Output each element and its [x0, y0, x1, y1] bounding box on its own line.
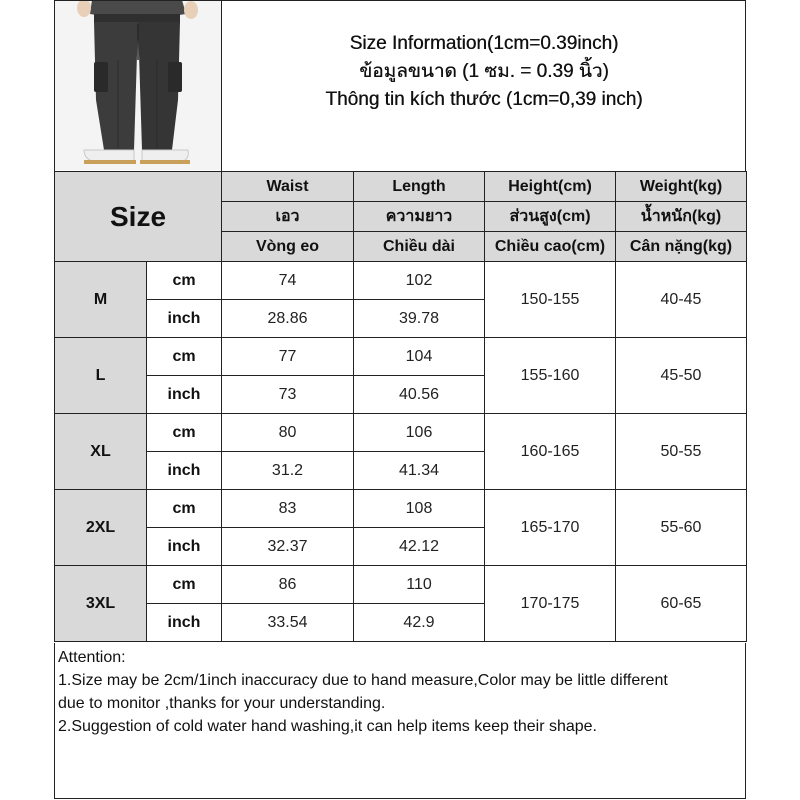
length-inch: 39.78 [354, 300, 485, 338]
unit-inch: inch [147, 452, 222, 490]
title-thai: ข้อมูลขนาด (1 ซม. = 0.39 นิ้ว) [359, 61, 609, 82]
title-vietnamese: Thông tin kích thước (1cm=0,39 inch) [325, 89, 643, 110]
waist-cm: 77 [222, 338, 354, 376]
col-length-vi: Chiều dài [354, 232, 485, 262]
col-height-th: ส่วนสูง(cm) [485, 202, 616, 232]
col-waist-vi: Vòng eo [222, 232, 354, 262]
attention-notes [58, 646, 744, 738]
col-height-vi: Chiều cao(cm) [485, 232, 616, 262]
size-table [54, 171, 747, 642]
height-range: 155-160 [485, 338, 616, 414]
waist-cm: 86 [222, 566, 354, 604]
length-inch: 42.9 [354, 604, 485, 642]
waist-inch: 31.2 [222, 452, 354, 490]
col-length-th: ความยาว [354, 202, 485, 232]
length-inch: 42.12 [354, 528, 485, 566]
size-label: L [55, 338, 147, 414]
waist-cm: 83 [222, 490, 354, 528]
unit-cm: cm [147, 566, 222, 604]
size-label: XL [55, 414, 147, 490]
top-frame [54, 0, 746, 171]
weight-range: 40-45 [616, 262, 747, 338]
table-row [55, 490, 747, 528]
attention-note-2: 2.Suggestion of cold water hand washing,it can help items keep their shape. [58, 718, 597, 735]
size-label: M [55, 262, 147, 338]
weight-range: 45-50 [616, 338, 747, 414]
table-row [55, 566, 747, 604]
col-weight-vi: Cân nặng(kg) [616, 232, 747, 262]
col-length-en: Length [354, 172, 485, 202]
col-weight-th: น้ำหนัก(kg) [616, 202, 747, 232]
unit-inch: inch [147, 300, 222, 338]
col-height-en: Height(cm) [485, 172, 616, 202]
size-label: 3XL [55, 566, 147, 642]
height-range: 150-155 [485, 262, 616, 338]
unit-inch: inch [147, 604, 222, 642]
length-inch: 41.34 [354, 452, 485, 490]
title-english: Size Information(1cm=0.39inch) [349, 33, 619, 54]
height-range: 165-170 [485, 490, 616, 566]
attention-heading: Attention: [58, 649, 126, 666]
size-label: 2XL [55, 490, 147, 566]
length-cm: 106 [354, 414, 485, 452]
waist-inch: 33.54 [222, 604, 354, 642]
height-range: 170-175 [485, 566, 616, 642]
length-cm: 110 [354, 566, 485, 604]
table-row [55, 338, 747, 376]
height-range: 160-165 [485, 414, 616, 490]
waist-inch: 28.86 [222, 300, 354, 338]
photo-divider [221, 0, 222, 171]
attention-note-1: 1.Size may be 2cm/1inch inaccuracy due to hand measure,Color may be little different [58, 672, 668, 689]
col-waist-en: Waist [222, 172, 354, 202]
waist-inch: 73 [222, 376, 354, 414]
weight-range: 50-55 [616, 414, 747, 490]
waist-cm: 80 [222, 414, 354, 452]
attention-note-1-cont: due to monitor ,thanks for your understanding. [58, 695, 386, 712]
unit-cm: cm [147, 262, 222, 300]
length-cm: 104 [354, 338, 485, 376]
waist-cm: 74 [222, 262, 354, 300]
table-row [55, 414, 747, 452]
waist-inch: 32.37 [222, 528, 354, 566]
weight-range: 60-65 [616, 566, 747, 642]
length-cm: 102 [354, 262, 485, 300]
unit-cm: cm [147, 490, 222, 528]
col-waist-th: เอว [222, 202, 354, 232]
length-inch: 40.56 [354, 376, 485, 414]
size-header: Size [55, 172, 222, 262]
unit-cm: cm [147, 414, 222, 452]
unit-inch: inch [147, 528, 222, 566]
table-row [55, 262, 747, 300]
unit-cm: cm [147, 338, 222, 376]
length-cm: 108 [354, 490, 485, 528]
col-weight-en: Weight(kg) [616, 172, 747, 202]
weight-range: 55-60 [616, 490, 747, 566]
unit-inch: inch [147, 376, 222, 414]
